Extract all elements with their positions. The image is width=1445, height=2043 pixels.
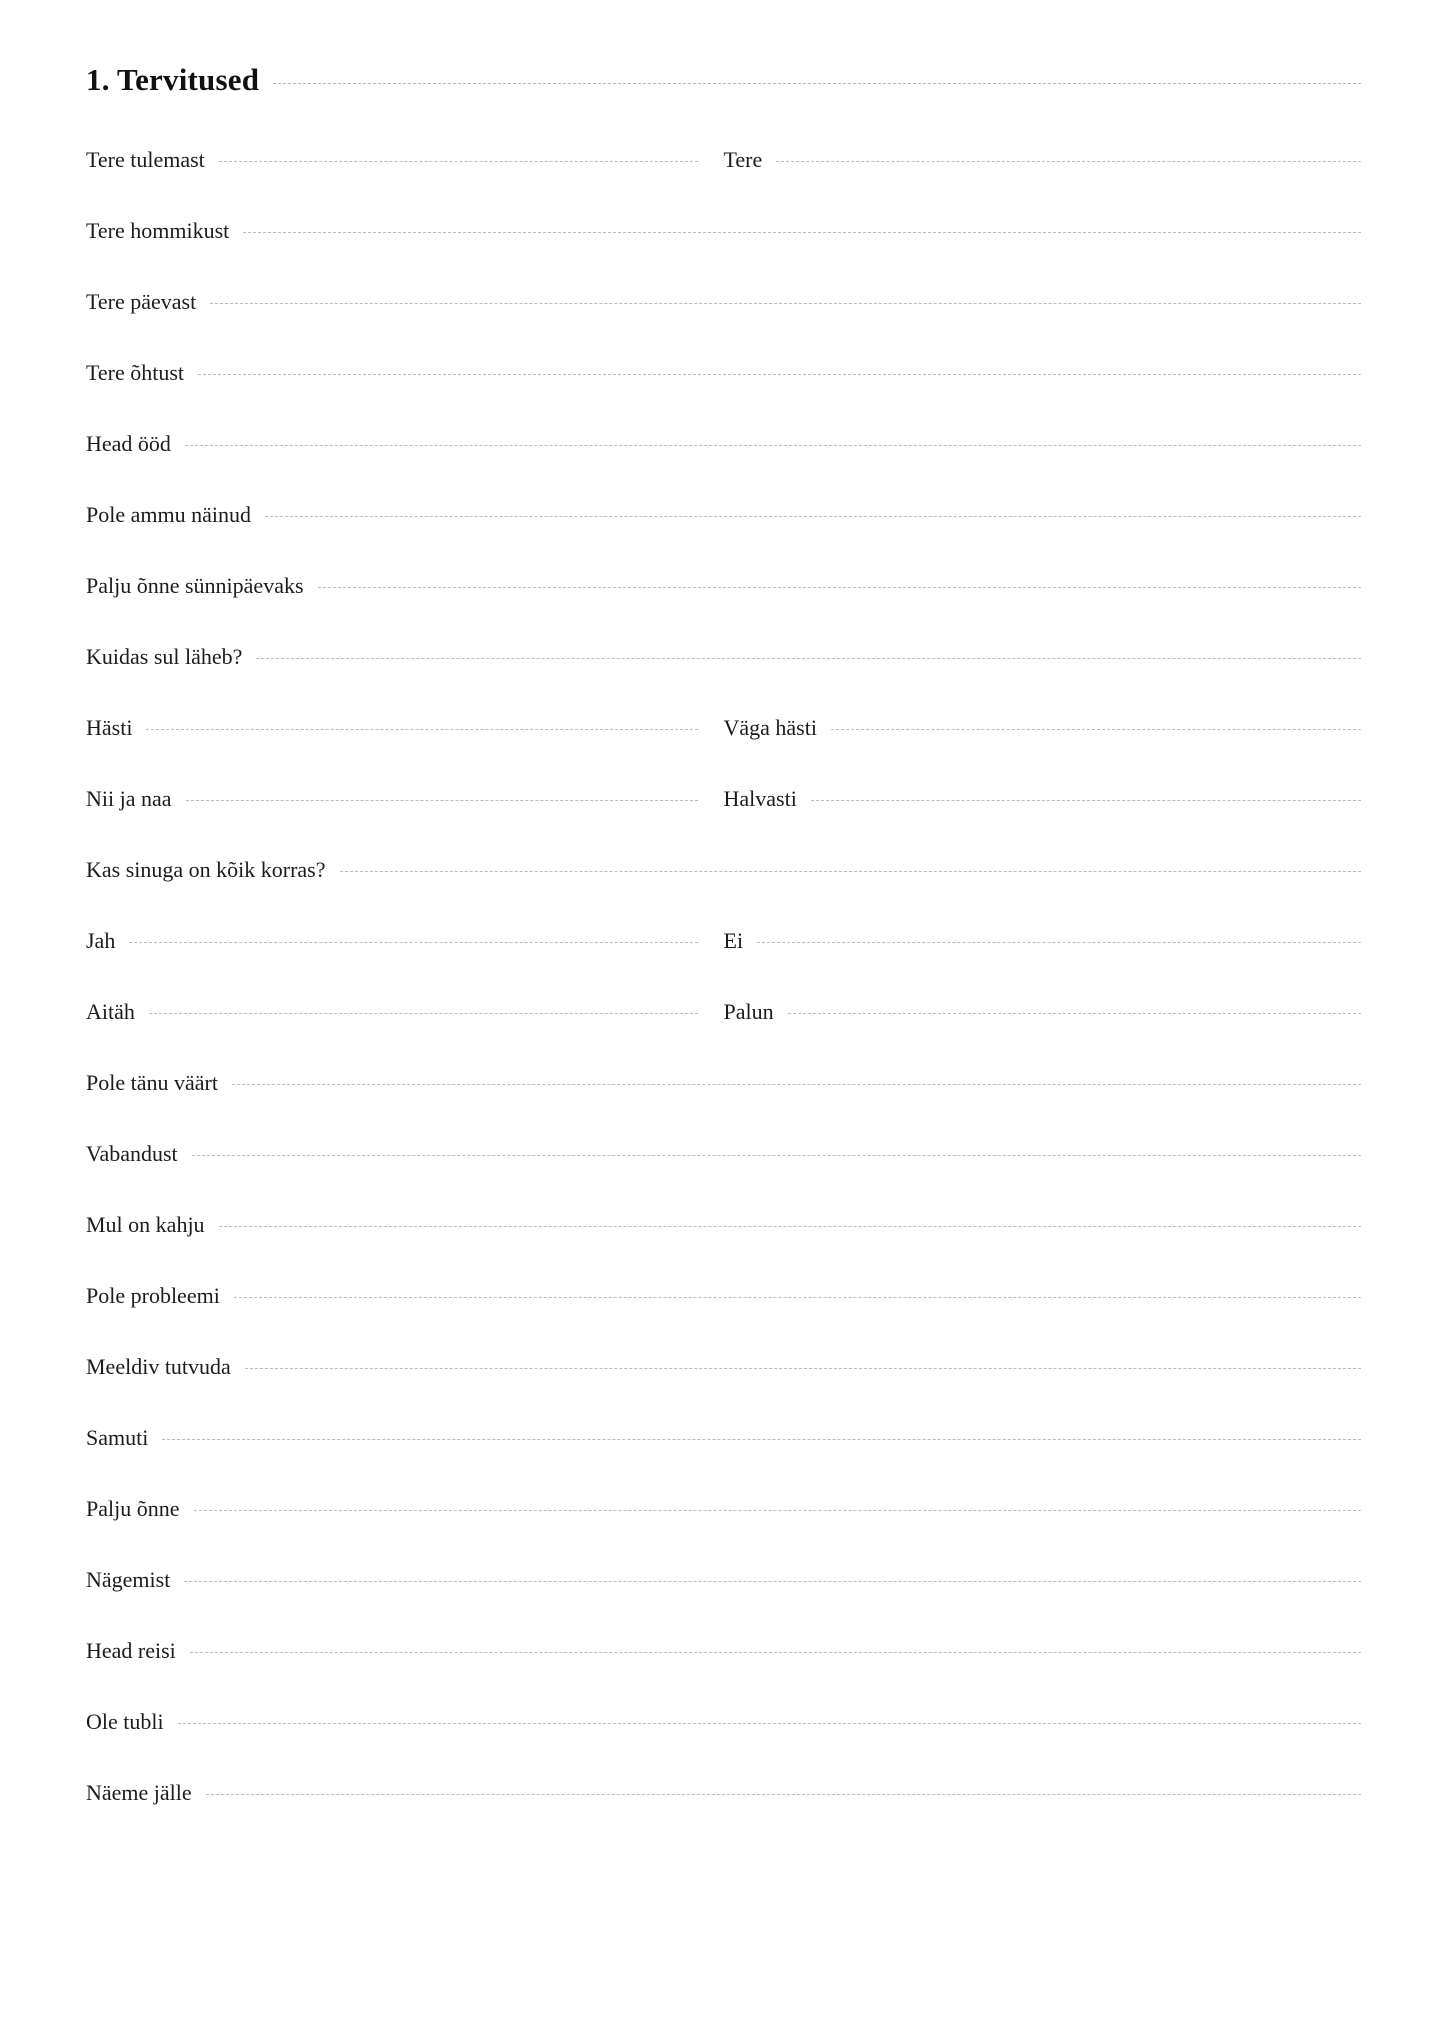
vocabulary-row xyxy=(86,856,1361,927)
vocabulary-row xyxy=(86,1495,1361,1566)
vocabulary-entry-left xyxy=(86,785,724,813)
vocabulary-entry-left xyxy=(86,501,1361,529)
answer-blank-line[interactable] xyxy=(146,729,697,730)
answer-blank-line[interactable] xyxy=(776,161,1361,162)
term-label: Head reisi xyxy=(86,1638,176,1663)
vocabulary-row xyxy=(86,1140,1361,1211)
vocabulary-row xyxy=(86,1779,1361,1850)
answer-blank-line[interactable] xyxy=(186,800,698,801)
term-label: Halvasti xyxy=(723,786,797,811)
vocabulary-entry-left xyxy=(86,1424,1361,1452)
vocabulary-entry-left xyxy=(86,1282,1361,1310)
answer-blank-line[interactable] xyxy=(210,303,1361,304)
term-label: Palju õnne sünnipäevaks xyxy=(86,573,304,598)
vocabulary-row xyxy=(86,359,1361,430)
vocabulary-entry-right xyxy=(724,927,1362,955)
term-label: Samuti xyxy=(86,1425,149,1450)
heading-dotted-rule xyxy=(273,83,1361,84)
term-label: Pole ammu näinud xyxy=(86,502,251,527)
vocabulary-entry-left xyxy=(86,146,724,174)
answer-blank-line[interactable] xyxy=(265,516,1361,517)
vocabulary-entry-left xyxy=(86,288,1361,316)
vocabulary-row xyxy=(86,1424,1361,1495)
answer-blank-line[interactable] xyxy=(206,1794,1361,1795)
vocabulary-entry-left xyxy=(86,1353,1361,1381)
answer-blank-line[interactable] xyxy=(318,587,1361,588)
vocabulary-entry-left xyxy=(86,1495,1361,1523)
term-label: Hästi xyxy=(86,715,133,740)
term-label: Aitäh xyxy=(86,999,135,1024)
answer-blank-line[interactable] xyxy=(811,800,1361,801)
vocabulary-row xyxy=(86,1637,1361,1708)
vocabulary-row xyxy=(86,1353,1361,1424)
term-label: Tere tulemast xyxy=(86,147,205,172)
term-label: Tere xyxy=(723,147,763,172)
vocabulary-entry-left xyxy=(86,1779,1361,1807)
term-label: Mul on kahju xyxy=(86,1212,205,1237)
vocabulary-entry-right xyxy=(724,998,1362,1026)
term-label: Head ööd xyxy=(86,431,171,456)
vocabulary-row xyxy=(86,217,1361,288)
vocabulary-row xyxy=(86,288,1361,359)
vocabulary-entry-left xyxy=(86,359,1361,387)
term-label: Näeme jälle xyxy=(86,1780,192,1805)
vocabulary-entry-left xyxy=(86,1637,1361,1665)
term-label: Kuidas sul läheb? xyxy=(86,644,243,669)
answer-blank-line[interactable] xyxy=(190,1652,1361,1653)
vocabulary-row xyxy=(86,998,1361,1069)
term-label: Vabandust xyxy=(86,1141,178,1166)
answer-blank-line[interactable] xyxy=(219,1226,1361,1227)
vocabulary-entry-right xyxy=(724,714,1362,742)
term-label: Nägemist xyxy=(86,1567,171,1592)
vocabulary-row xyxy=(86,1708,1361,1779)
vocabulary-row xyxy=(86,572,1361,643)
vocabulary-row xyxy=(86,714,1361,785)
answer-blank-line[interactable] xyxy=(340,871,1361,872)
vocabulary-list xyxy=(86,146,1361,1850)
term-label: Kas sinuga on kõik korras? xyxy=(86,857,326,882)
answer-blank-line[interactable] xyxy=(757,942,1361,943)
answer-blank-line[interactable] xyxy=(256,658,1361,659)
term-label: Jah xyxy=(86,928,116,953)
answer-blank-line[interactable] xyxy=(178,1723,1361,1724)
vocabulary-row xyxy=(86,785,1361,856)
vocabulary-entry-left xyxy=(86,217,1361,245)
answer-blank-line[interactable] xyxy=(129,942,697,943)
vocabulary-entry-left xyxy=(86,643,1361,671)
answer-blank-line[interactable] xyxy=(788,1013,1361,1014)
page-title: 1. Tervitused xyxy=(86,62,260,97)
vocabulary-row xyxy=(86,1566,1361,1637)
vocabulary-row xyxy=(86,501,1361,572)
term-label: Väga hästi xyxy=(723,715,817,740)
term-label: Tere hommikust xyxy=(86,218,230,243)
term-label: Nii ja naa xyxy=(86,786,172,811)
answer-blank-line[interactable] xyxy=(162,1439,1361,1440)
term-label: Palju õnne xyxy=(86,1496,180,1521)
section-heading xyxy=(86,62,1361,98)
vocabulary-entry-left xyxy=(86,1708,1361,1736)
term-label: Tere õhtust xyxy=(86,360,185,385)
term-label: Ei xyxy=(723,928,744,953)
term-label: Pole tänu väärt xyxy=(86,1070,218,1095)
vocabulary-row xyxy=(86,927,1361,998)
vocabulary-row xyxy=(86,643,1361,714)
term-label: Meeldiv tutvuda xyxy=(86,1354,231,1379)
vocabulary-row xyxy=(86,1211,1361,1282)
answer-blank-line[interactable] xyxy=(234,1297,1361,1298)
answer-blank-line[interactable] xyxy=(243,232,1361,233)
term-label: Ole tubli xyxy=(86,1709,164,1734)
vocabulary-row xyxy=(86,146,1361,217)
vocabulary-entry-left xyxy=(86,1069,1361,1097)
vocabulary-entry-left xyxy=(86,572,1361,600)
answer-blank-line[interactable] xyxy=(192,1155,1361,1156)
answer-blank-line[interactable] xyxy=(149,1013,698,1014)
vocabulary-entry-left xyxy=(86,1211,1361,1239)
vocabulary-entry-left xyxy=(86,714,724,742)
vocabulary-entry-left xyxy=(86,1140,1361,1168)
vocabulary-entry-left xyxy=(86,430,1361,458)
vocabulary-row xyxy=(86,1282,1361,1353)
vocabulary-row xyxy=(86,1069,1361,1140)
answer-blank-line[interactable] xyxy=(194,1510,1362,1511)
vocabulary-entry-right xyxy=(724,146,1362,174)
answer-blank-line[interactable] xyxy=(831,729,1361,730)
answer-blank-line[interactable] xyxy=(185,445,1361,446)
term-label: Pole probleemi xyxy=(86,1283,220,1308)
vocabulary-entry-left xyxy=(86,998,724,1026)
vocabulary-entry-left xyxy=(86,1566,1361,1594)
answer-blank-line[interactable] xyxy=(184,1581,1361,1582)
answer-blank-line[interactable] xyxy=(219,161,698,162)
vocabulary-entry-left xyxy=(86,927,724,955)
answer-blank-line[interactable] xyxy=(232,1084,1361,1085)
answer-blank-line[interactable] xyxy=(198,374,1361,375)
term-label: Palun xyxy=(723,999,774,1024)
vocabulary-entry-right xyxy=(724,785,1362,813)
answer-blank-line[interactable] xyxy=(245,1368,1361,1369)
worksheet-content xyxy=(86,62,1361,1850)
term-label: Tere päevast xyxy=(86,289,197,314)
vocabulary-row xyxy=(86,430,1361,501)
vocabulary-entry-left xyxy=(86,856,1361,884)
